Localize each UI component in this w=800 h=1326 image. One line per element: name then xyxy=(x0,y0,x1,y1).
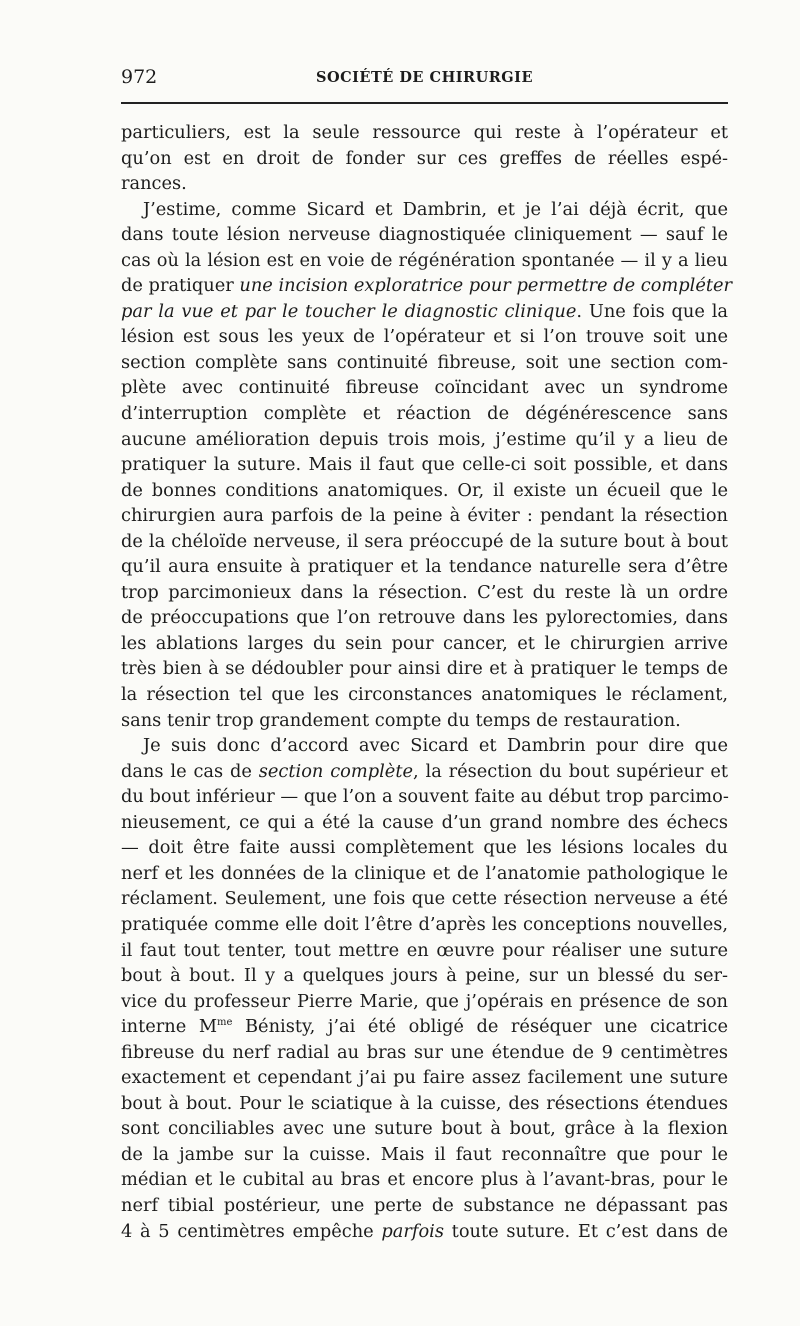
text-line: médian et le cubital au bras et encore plus à l’avant-bras, pour le xyxy=(121,1169,728,1191)
text-line: la résection tel que les circonstances anatomiques le réclament, xyxy=(121,684,728,706)
text-line: rances. xyxy=(121,173,187,195)
text-line: lésion est sous les yeux de l’opérateur et si l’on trouve soit une xyxy=(121,326,728,348)
text-line: cas où la lésion est en voie de régénération spontanée — il y a lieu xyxy=(121,249,728,271)
body-text xyxy=(121,120,733,1244)
text-line: dans toute lésion nerveuse diagnostiquée cliniquement — sauf le xyxy=(121,224,728,246)
text-line: plète avec continuité fibreuse coïncidant avec un syndrome xyxy=(121,377,728,399)
text-line: il faut tout tenter, tout mettre en œuvre pour réaliser une suture xyxy=(121,939,728,961)
text-line: nerf tibial postérieur, une perte de substance ne dépassant pas xyxy=(121,1194,728,1216)
text-line: qu’on est en droit de fonder sur ces greffes de réelles espé- xyxy=(121,147,728,169)
page-header xyxy=(121,62,728,92)
text-line: de la chéloïde nerveuse, il sera préoccupé de la suture bout à bout xyxy=(121,530,728,552)
text-line: sont conciliables avec une suture bout à bout, grâce à la flexion xyxy=(121,1118,728,1140)
text-line: particuliers, est la seule ressource qui reste à l’opérateur et xyxy=(121,122,728,143)
text-line: fibreuse du nerf radial au bras sur une étendue de 9 centimètres xyxy=(121,1041,728,1063)
header-rule xyxy=(121,102,728,104)
text-line: par la vue et par le toucher le diagnostic clinique. Une fois que la xyxy=(121,300,728,322)
text-line: trop parcimonieux dans la résection. C’est du reste là un ordre xyxy=(121,581,728,603)
text-line: de bonnes conditions anatomiques. Or, il existe un écueil que le xyxy=(121,479,728,501)
text-line: de la jambe sur la cuisse. Mais il faut reconnaître que pour le xyxy=(121,1143,728,1165)
text-line: bout à bout. Il y a quelques jours à peine, sur un blessé du ser- xyxy=(121,965,728,987)
text-line: section complète sans continuité fibreuse, soit une section com- xyxy=(121,351,728,373)
text-line: du bout inférieur — que l’on a souvent faite au début trop parcimo- xyxy=(121,786,729,808)
text-line: nerf et les données de la clinique et de l’anatomie pathologique le xyxy=(121,862,728,884)
text-line: dans le cas de section complète, la résection du bout supérieur et xyxy=(121,760,728,782)
italic-phrase: une incision exploratrice pour permettre de compléter xyxy=(239,275,733,297)
italic-phrase: parfois xyxy=(381,1220,444,1242)
text-line: sans tenir trop grandement compte du temps de restauration. xyxy=(121,709,681,731)
text-line: exactement et cependant j’ai pu faire assez facilement une suture xyxy=(121,1067,728,1089)
text-line: bout à bout. Pour le sciatique à la cuisse, des résections étendues xyxy=(121,1092,728,1114)
running-title: SOCIÉTÉ DE CHIRURGIE xyxy=(315,69,534,86)
text-line: chirurgien aura parfois de la peine à éviter : pendant la résection xyxy=(121,505,728,527)
text-line: interne $M^{me}$ Bénisty, j’ai été obligé de réséquer une cicatrice xyxy=(121,1016,728,1038)
text-line: nieusement, ce qui a été la cause d’un grand nombre des échecs xyxy=(121,811,728,833)
text-line: 4 à 5 centimètres empêche parfois toute suture. Et c’est dans de xyxy=(121,1220,728,1242)
text-line: pratiquée comme elle doit l’être d’après les conceptions nouvelles, xyxy=(121,913,728,935)
text-line: — doit être faite aussi complètement que les lésions locales du xyxy=(121,837,728,859)
text-line: aucune amélioration depuis trois mois, j’estime qu’il y a lieu de xyxy=(121,428,728,450)
text-line: qu’il aura ensuite à pratiquer et la tendance naturelle sera d’être xyxy=(121,556,728,578)
superscript: me xyxy=(217,1017,233,1029)
text-line: vice du professeur Pierre Marie, que j’opérais en présence de son xyxy=(121,990,728,1012)
italic-phrase: par la vue et par le toucher le diagnostic clinique xyxy=(121,300,577,322)
text-line: les ablations larges du sein pour cancer, et le chirurgien arrive xyxy=(121,632,728,654)
text-line: très bien à se dédoubler pour ainsi dire et à pratiquer le temps de xyxy=(121,658,728,680)
page-number: 972 xyxy=(121,66,158,88)
text-line: de préoccupations que l’on retrouve dans les pylorectomies, dans xyxy=(121,607,728,629)
text-line: de pratiquer une incision exploratrice pour permettre de compléter xyxy=(121,275,733,297)
text-line: Je suis donc d’accord avec Sicard et Dambrin pour dire que xyxy=(143,735,728,757)
text-line: pratiquer la suture. Mais il faut que celle-ci soit possible, et dans xyxy=(121,454,728,476)
text-line: d’interruption complète et réaction de dégénérescence sans xyxy=(121,403,728,425)
text-line: réclament. Seulement, une fois que cette résection nerveuse a été xyxy=(121,888,728,910)
italic-phrase: section complète xyxy=(258,760,413,782)
text-line: J’estime, comme Sicard et Dambrin, et je l’ai déjà écrit, que xyxy=(143,198,728,220)
